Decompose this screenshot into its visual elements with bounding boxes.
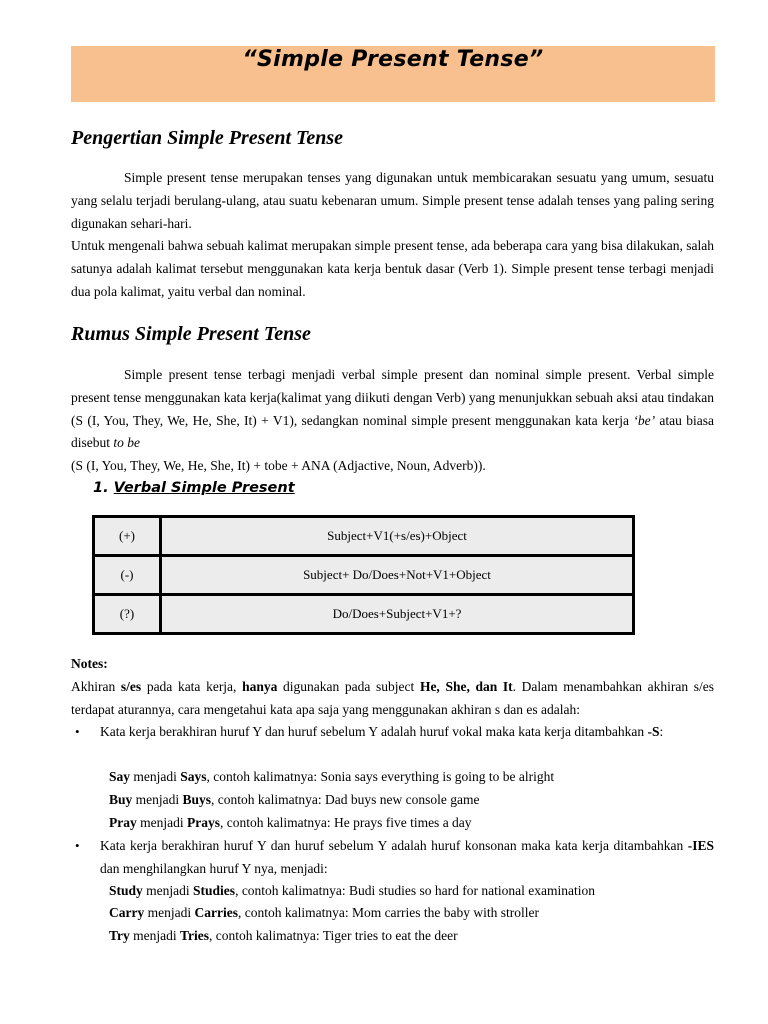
title-banner	[71, 46, 715, 102]
example-result: Buys	[182, 792, 212, 807]
table-row	[94, 517, 634, 556]
paragraph-nominal-formula: (S (I, You, They, We, He, She, It) + tobe + ANA (Adjactive, Noun, Adverb)).	[71, 458, 486, 473]
be-term: ‘be’	[633, 412, 656, 428]
example-rest: , contoh kalimatnya: Mom carries the baby with stroller	[237, 905, 540, 920]
subheading-number: 1.	[93, 480, 109, 496]
bullet-icon: •	[75, 838, 80, 853]
table-cell-formula: Subject+ Do/Does+Not+V1+Object	[161, 556, 634, 595]
table-cell-symbol: (?)	[94, 595, 161, 634]
table-cell-symbol: (-)	[94, 556, 161, 595]
notes-label	[71, 653, 714, 676]
example-mid: menjadi	[146, 883, 190, 898]
notes-bold: s/es	[120, 679, 142, 694]
notes-paragraph	[71, 676, 714, 722]
section-heading-pengertian: Pengertian Simple Present Tense	[71, 127, 344, 149]
paragraph-identification: Untuk mengenali bahwa sebuah kalimat merupakan simple present tense, ada beberapa cara yang bisa dilakukan, salah satunya adalah kalimat tersebut menggunakan kata kerja bentuk dasar (Verb 1). Simple present tense terbagi menjadi dua pola kalimat, yaitu verbal dan nominal.	[71, 238, 714, 299]
paragraph-rumus	[71, 364, 714, 455]
example-result: Studies	[193, 883, 236, 898]
notes-bold: He, She, dan It	[419, 679, 513, 694]
table-row	[94, 556, 634, 595]
example-mid: menjadi	[140, 815, 184, 830]
example-line	[109, 880, 595, 903]
bullet-text-end: :	[659, 724, 664, 739]
page-title: “Simple Present Tense”	[242, 47, 544, 72]
notes-text: pada kata kerja,	[146, 679, 237, 694]
notes-text: digunakan pada subject	[283, 679, 415, 694]
example-mid: menjadi	[147, 905, 192, 920]
example-line	[109, 812, 472, 835]
table-row	[94, 595, 634, 634]
list-item	[71, 835, 714, 881]
example-rest: , contoh kalimatnya: Budi studies so hard for national examination	[235, 883, 595, 898]
table-cell-formula: Do/Does+Subject+V1+?	[161, 595, 634, 634]
example-base: Buy	[109, 792, 133, 807]
bullet-text: Kata kerja berakhiran huruf Y dan huruf sebelum Y adalah huruf konsonan maka kata kerja ditambahkan	[100, 838, 684, 853]
suffix-bold: -IES	[687, 838, 715, 853]
list-item	[71, 721, 714, 744]
section-heading-rumus: Rumus Simple Present Tense	[71, 323, 311, 345]
example-rest: , contoh kalimatnya: He prays five times a day	[220, 815, 472, 830]
table-cell-symbol: (+)	[94, 517, 161, 556]
verbal-formula-table	[92, 515, 635, 635]
example-result: Carries	[194, 905, 238, 920]
notes-bold: hanya	[242, 679, 278, 694]
tobe-term: to be	[113, 435, 140, 451]
notes-label-text: Notes:	[71, 656, 108, 671]
example-mid: menjadi	[133, 928, 177, 943]
subheading-label: Verbal Simple Present	[113, 480, 295, 496]
example-base: Try	[109, 928, 130, 943]
paragraph-rumus-mid: atau biasa disebut	[71, 412, 714, 451]
example-result: Prays	[187, 815, 220, 830]
bullet-text: Kata kerja berakhiran huruf Y dan huruf sebelum Y adalah huruf vokal maka kata kerja ditambahkan	[100, 724, 645, 739]
example-rest: , contoh kalimatnya: Dad buys new console game	[211, 792, 480, 807]
example-base: Carry	[109, 905, 145, 920]
example-base: Say	[109, 769, 131, 784]
paragraph-definition: Simple present tense merupakan tenses yang digunakan untuk membicarakan sesuatu yang umum, sesuatu yang selalu terjadi berulang-ulang, atau suatu kebenaran umum. Simple present tense adalah tenses yang paling sering digunakan sehari-hari.	[71, 170, 714, 231]
example-line	[109, 789, 479, 812]
example-line	[109, 902, 539, 925]
example-result: Says	[180, 769, 207, 784]
table-cell-formula: Subject+V1(+s/es)+Object	[161, 517, 634, 556]
notes-text: Akhiran	[71, 679, 116, 694]
subheading-verbal	[93, 478, 295, 498]
suffix-bold: -S	[647, 724, 660, 739]
example-mid: menjadi	[133, 769, 177, 784]
bullet-text-end: dan menghilangkan huruf Y nya, menjadi:	[100, 860, 328, 876]
notes-text: . Dalam menambahkan akhiran s/es terdapat aturannya, cara mengetahui kata apa saja yang menggunakan akhiran s dan es adalah:	[71, 679, 715, 717]
example-result: Tries	[180, 928, 209, 943]
example-base: Pray	[109, 815, 137, 830]
bullet-icon: •	[75, 724, 80, 739]
example-rest: , contoh kalimatnya: Sonia says everything is going to be alright	[206, 769, 555, 784]
paragraph-rumus-main: Simple present tense terbagi menjadi verbal simple present dan nominal simple present. Verbal simple present tense menggunakan kata kerja(kalimat yang diikuti dengan Verb) yang menunjukkan sebuah aksi atau tindakan (S (I, You, They, We, He, She, It) + V1), sedangkan nominal simple present menggunakan kata kerja	[71, 367, 714, 428]
example-line	[109, 925, 458, 948]
example-rest: , contoh kalimatnya: Tiger tries to eat the deer	[209, 928, 458, 943]
example-line	[109, 766, 554, 789]
example-base: Study	[109, 883, 143, 898]
example-mid: menjadi	[135, 792, 180, 807]
